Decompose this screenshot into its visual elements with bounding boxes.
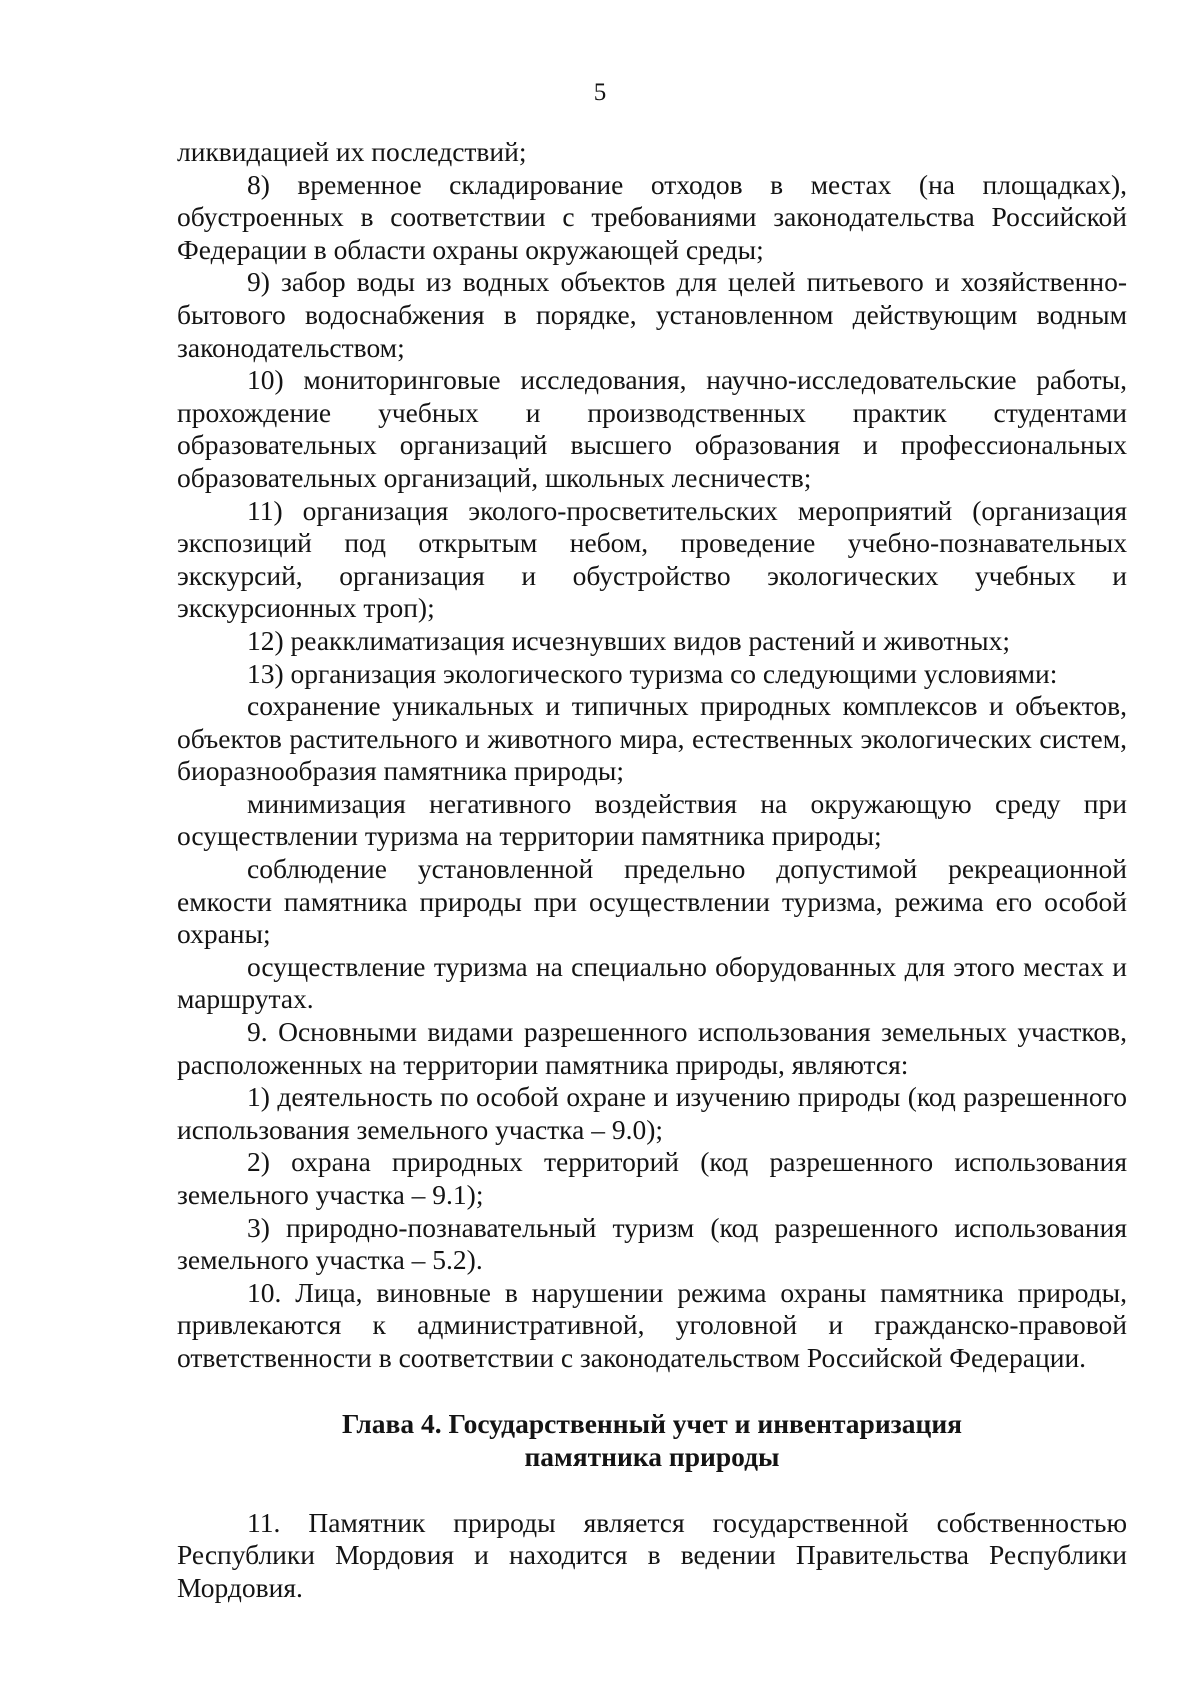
- chapter-heading-line-1: Глава 4. Государственный учет и инвентаризация: [341, 1407, 963, 1439]
- paragraph: 8) временное складирование отходов в местах (на площадках), обустроенных в соответствии с требованиями законодательства Российской Федерации в области охраны окружающей среды;: [177, 168, 1127, 265]
- paragraph: 10) мониторинговые исследования, научно-исследовательские работы, прохождение учебных и производственных практик студентами образовательных организаций высшего образования и профессиональных образовательных организаций, школьных лесничеств;: [177, 364, 1127, 493]
- paragraph: 1) деятельность по особой охране и изучению природы (код разрешенного использования земельного участка – 9.0);: [177, 1081, 1127, 1145]
- paragraph: 11. Памятник природы является государственной собственностью Республики Мордовия и находится в ведении Правительства Республики Мордовия.: [177, 1506, 1127, 1603]
- paragraph: 9) забор воды из водных объектов для целей питьевого и хозяйственно-бытового водоснабжения в порядке, установленном действующим водным законодательством;: [177, 266, 1127, 363]
- paragraph: соблюдение установленной предельно допустимой рекреационной емкости памятника природы при осуществлении туризма, режима его особой охраны;: [177, 853, 1127, 950]
- paragraph: 3) природно-познавательный туризм (код разрешенного использования земельного участка – 5.2).: [177, 1211, 1127, 1276]
- paragraph: 13) организация экологического туризма со следующими условиями:: [247, 657, 1058, 689]
- paragraph: 9. Основными видами разрешенного использования земельных участков, расположенных на территории памятника природы, являются:: [177, 1016, 1127, 1080]
- paragraphs-after: [177, 1507, 1127, 1605]
- paragraph: осуществление туризма на специально оборудованных для этого местах и маршрутах.: [177, 950, 1127, 1015]
- paragraph: 2) охрана природных территорий (код разрешенного использования земельного участка – 9.1);: [177, 1146, 1127, 1210]
- paragraph: 10. Лица, виновные в нарушении режима охраны памятника природы, привлекаются к административной, уголовной и гражданско-правовой ответственности в соответствии с законодательством Российской Федерации.: [177, 1276, 1127, 1373]
- paragraphs-before: [177, 136, 1127, 1375]
- paragraph: сохранение уникальных и типичных природных комплексов и объектов, объектов растительного и животного мира, естественных экологических систем, биоразнообразия памятника природы;: [177, 690, 1127, 787]
- paragraph: 11) организация эколого-просветительских мероприятий (организация экспозиций под открытым небом, проведение учебно-познавательных экскурсий, организация и обустройство экологических учебных и экскурсионных троп);: [177, 494, 1127, 624]
- document-body: [177, 136, 1127, 1604]
- paragraph: 12) реакклиматизация исчезнувших видов растений и животных;: [247, 624, 1011, 656]
- chapter-heading: [177, 1407, 1127, 1473]
- paragraph: минимизация негативного воздействия на окружающую среду при осуществлении туризма на территории памятника природы;: [177, 787, 1127, 852]
- paragraph: ликвидацией их последствий;: [177, 136, 527, 167]
- page-number: 5: [593, 79, 607, 106]
- chapter-heading-line-2: памятника природы: [524, 1440, 780, 1472]
